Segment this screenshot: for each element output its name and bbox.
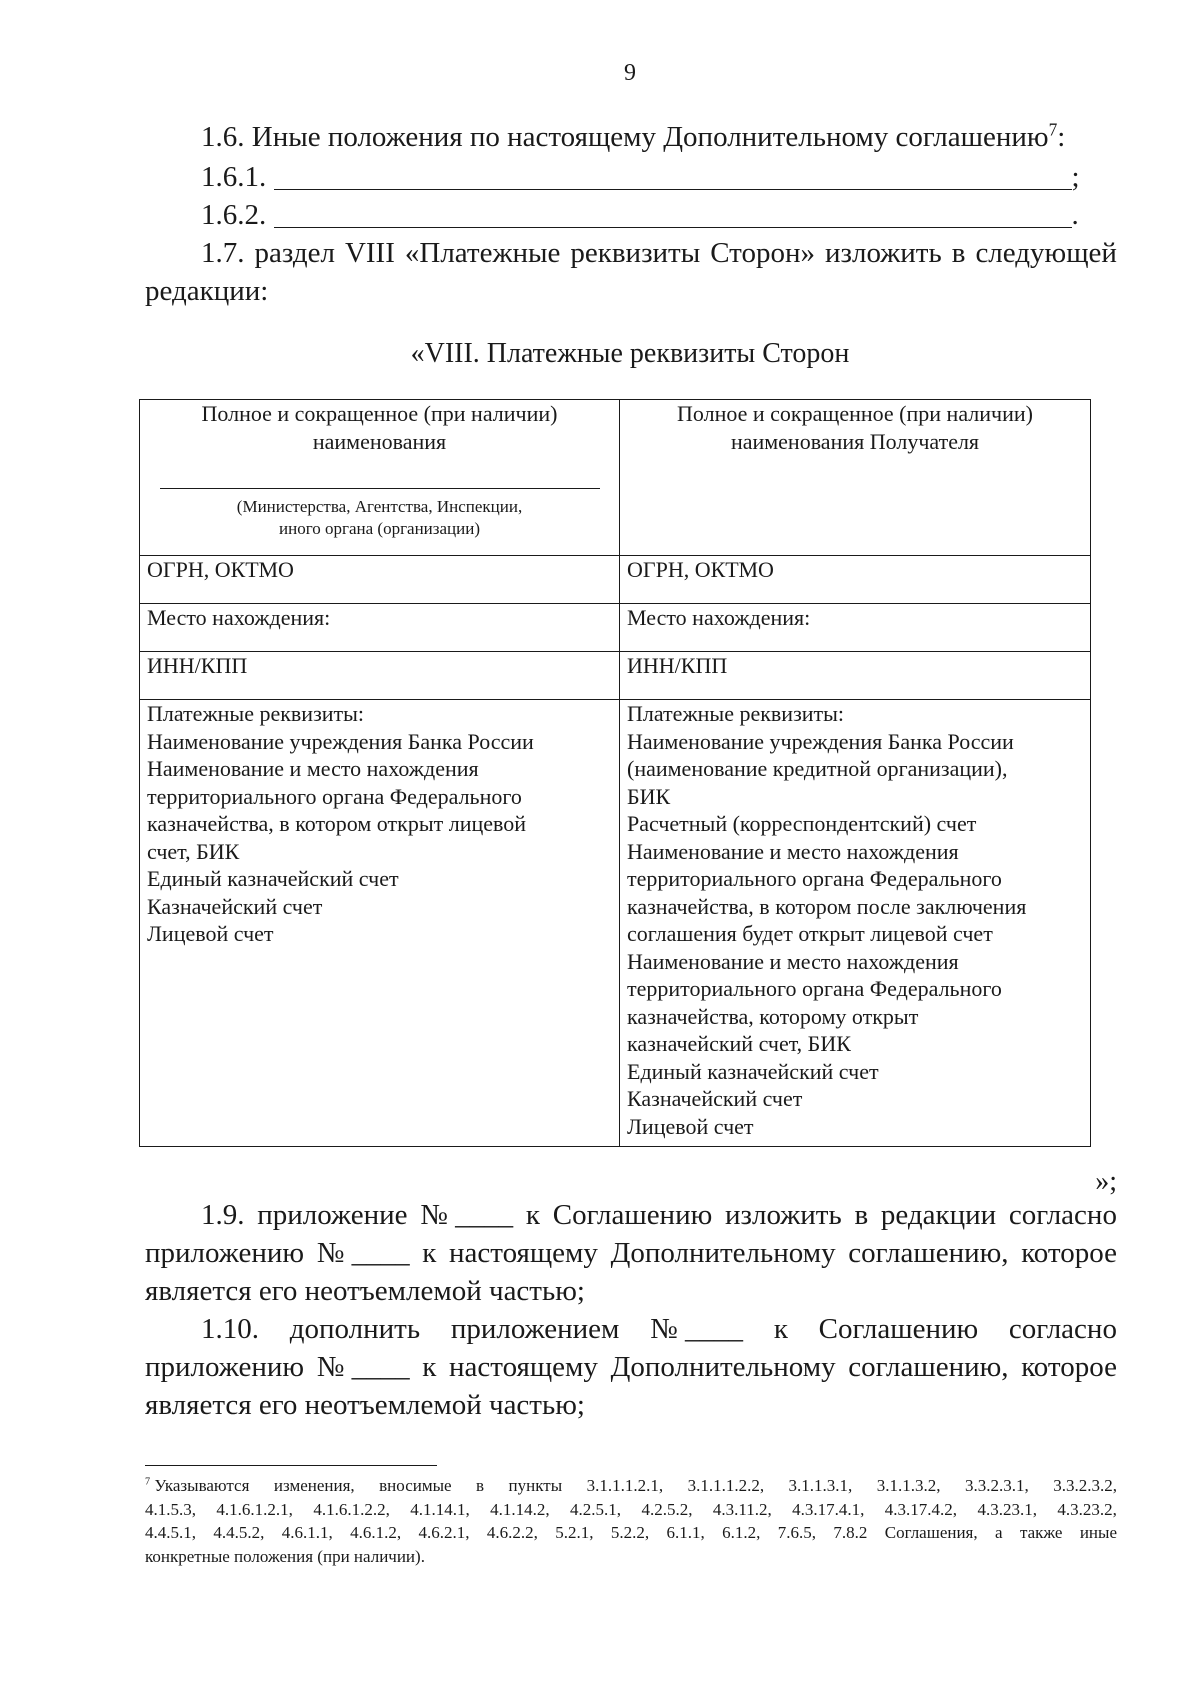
word: Дополнительному [610, 1237, 836, 1269]
word: 4.1.6.1.2.1, [216, 1499, 293, 1519]
table-row [140, 556, 1091, 604]
left-header-cell [140, 400, 620, 556]
word: Сторон» [710, 237, 815, 269]
word: 1.9. [201, 1199, 245, 1231]
word: которое [1021, 1237, 1117, 1269]
word: 4.3.23.2, [1057, 1499, 1117, 1519]
word: 4.6.2.2, [486, 1523, 538, 1542]
word: Указываются [154, 1476, 250, 1495]
header-caption: иного органа (организации) [279, 519, 480, 538]
table-row [140, 604, 1091, 652]
word: изменения, [273, 1476, 355, 1495]
detail-line: Платежные реквизиты: [147, 701, 365, 726]
table-cell: ИНН/КПП [620, 652, 1091, 700]
detail-line: Единый казначейский счет [627, 1058, 879, 1084]
word: № ____ [316, 1351, 410, 1383]
table-cell: ОГРН, ОКТМО [140, 556, 620, 604]
word: 5.2.2, [610, 1523, 650, 1542]
word: 4.3.17.4.1, [792, 1499, 865, 1519]
paragraph-1-7-line1 [201, 234, 1117, 272]
detail-line: Расчетный (корреспондентский) счет [627, 811, 977, 836]
word: 4.6.1.1, [281, 1523, 333, 1542]
paragraph-1-6-tail: : [1057, 121, 1066, 153]
detail-line: Наименование и место нахождения [627, 838, 959, 864]
word: 3.3.2.3.1, [964, 1476, 1029, 1495]
word: 4.1.6.1.2.2, [313, 1499, 390, 1519]
detail-line: Наименование учреждения Банка России [147, 728, 534, 754]
word: а [995, 1523, 1003, 1542]
item-1-6-2-end: . [1071, 199, 1079, 231]
header-line: Полное и сокращенное (при наличии) [677, 401, 1033, 426]
word: № ____ [420, 1199, 514, 1231]
word: Соглашению [818, 1313, 979, 1345]
word: 7.6.5, [777, 1523, 816, 1542]
word: 4.1.5.3, [145, 1499, 196, 1519]
header-line: наименования Получателя [730, 428, 980, 454]
detail-line: территориального органа Федерального [627, 976, 1002, 1001]
paragraph-1-6-1 [201, 158, 1080, 196]
detail-line: Наименование и место нахождения [147, 756, 479, 781]
footnote-marker: 7 [145, 1476, 151, 1488]
word: 4.4.5.1, [145, 1523, 196, 1542]
word: 4.6.2.1, [418, 1523, 470, 1542]
word: 4.4.5.2, [213, 1523, 265, 1542]
detail-line: казначейский счет, БИК [627, 1031, 851, 1056]
word: которое [1021, 1351, 1117, 1383]
word: № ____ [650, 1313, 744, 1345]
word: 3.1.1.3.1, [788, 1476, 853, 1495]
section-title: «VIII. Платежные реквизиты Сторон [410, 338, 850, 369]
word: 6.1.2, [722, 1523, 761, 1542]
word: 7.8.2 [833, 1523, 868, 1542]
word: следующей [975, 237, 1117, 269]
word: согласно [1008, 1199, 1117, 1231]
word: изложить [725, 1199, 842, 1231]
word: 3.1.1.1.2.1, [586, 1476, 664, 1495]
detail-line: Казначейский счет [627, 1086, 803, 1111]
word: также [1019, 1523, 1063, 1542]
word: вносимые [379, 1476, 452, 1495]
word: 4.2.5.1, [570, 1499, 622, 1519]
word: Дополнительному [610, 1351, 836, 1383]
word: 1.7. [201, 237, 245, 269]
paragraph-1-6 [201, 118, 1065, 156]
word: Соглашению [552, 1199, 713, 1231]
table-row [140, 700, 1091, 1147]
word: приложению [145, 1351, 305, 1383]
detail-line: Единый казначейский счет [147, 866, 399, 891]
item-1-6-2-label: 1.6.2. [201, 199, 267, 231]
detail-line: территориального органа Федерального [147, 783, 522, 809]
word: пункты [508, 1476, 563, 1495]
word: VIII [344, 237, 395, 269]
paragraph-1-9-line2 [145, 1234, 1117, 1272]
detail-line: Наименование и место нахождения [627, 948, 959, 974]
footnote-line [145, 1498, 1117, 1522]
word: в [951, 237, 966, 269]
word: приложению [145, 1237, 305, 1269]
word: настоящему [449, 1351, 598, 1383]
right-header-cell [620, 400, 1091, 556]
detail-line: Наименование учреждения Банка России [627, 728, 1014, 754]
detail-line: соглашения будет открыт лицевой счет [627, 921, 993, 946]
word: иные [1079, 1523, 1117, 1542]
word: к [422, 1351, 437, 1383]
word: 3.3.2.3.2, [1053, 1476, 1117, 1495]
name-fill-line [160, 488, 600, 489]
table-cell: Место нахождения: [140, 604, 620, 652]
word: изложить [825, 237, 942, 269]
footnote-line: конкретные положения (при наличии). [145, 1546, 425, 1566]
word: «Платежные [404, 237, 561, 269]
paragraph-1-7-line2: редакции: [145, 275, 269, 307]
paragraph-1-10-line1 [201, 1310, 1117, 1348]
paragraph-1-10-line3: является его неотъемлемой частью; [145, 1389, 585, 1421]
word: 4.1.14.2, [490, 1499, 550, 1519]
word: в [476, 1476, 485, 1495]
word: реквизиты [570, 237, 701, 269]
detail-line: казначейства, в котором открыт лицевой [147, 811, 527, 836]
word: к [773, 1313, 788, 1345]
header-line: наименования [312, 428, 447, 454]
word: настоящему [449, 1237, 598, 1269]
word: 4.3.11.2, [712, 1499, 772, 1519]
word: 5.2.1, [555, 1523, 594, 1542]
table-row [140, 652, 1091, 700]
word: 4.1.14.1, [410, 1499, 470, 1519]
fill-in-line [274, 227, 1072, 228]
word: приложение [257, 1199, 408, 1231]
detail-line: БИК [627, 783, 671, 809]
payment-details-table [139, 399, 1091, 1147]
word: 4.2.5.2, [641, 1499, 693, 1519]
footnote-ref: 7 [1048, 119, 1058, 140]
word: 3.1.1.1.2.2, [687, 1476, 765, 1495]
word: редакции [880, 1199, 997, 1231]
left-details-cell [140, 700, 620, 1147]
word: согласно [1008, 1313, 1117, 1345]
footnote-line [145, 1521, 1117, 1545]
detail-line: счет, БИК [147, 838, 240, 864]
closing-quote: »; [1095, 1166, 1117, 1197]
word: 4.3.17.4.2, [884, 1499, 958, 1519]
table-cell: ИНН/КПП [140, 652, 620, 700]
word: дополнить [289, 1313, 421, 1345]
word: к [525, 1199, 540, 1231]
word: 6.1.1, [666, 1523, 705, 1542]
header-caption: (Министерства, Агентства, Инспекции, [236, 497, 523, 516]
word: 4.3.23.1, [977, 1499, 1037, 1519]
word: 4.6.1.2, [350, 1523, 402, 1542]
paragraph-1-10-line2 [145, 1348, 1117, 1386]
detail-line: Лицевой счет [627, 1113, 754, 1139]
header-line: Полное и сокращенное (при наличии) [201, 401, 558, 426]
footnote-line [145, 1474, 1117, 1498]
detail-line: территориального органа Федерального [627, 866, 1002, 891]
paragraph-1-9-line3: является его неотъемлемой частью; [145, 1275, 585, 1307]
footnote-separator [145, 1465, 437, 1466]
word: к [422, 1237, 437, 1269]
footnote [145, 1474, 1117, 1568]
word: приложением [450, 1313, 620, 1345]
word: Соглашения, [884, 1523, 978, 1542]
detail-line: Лицевой счет [147, 921, 274, 946]
word: соглашению, [848, 1237, 1009, 1269]
word: в [854, 1199, 869, 1231]
detail-line: Казначейский счет [147, 893, 323, 919]
item-1-6-1-label: 1.6.1. [201, 161, 267, 193]
detail-line: казначейства, в котором после заключения [627, 893, 1027, 919]
table-cell: Место нахождения: [620, 604, 1091, 652]
page-number: 9 [624, 60, 636, 86]
table-cell: ОГРН, ОКТМО [620, 556, 1091, 604]
word: соглашению, [848, 1351, 1009, 1383]
word: № ____ [316, 1237, 410, 1269]
table-row [140, 400, 1091, 556]
paragraph-1-9-line1 [201, 1196, 1117, 1234]
right-details-cell [620, 700, 1091, 1147]
paragraph-1-6-text: 1.6. Иные положения по настоящему Дополнительному соглашению [201, 121, 1049, 153]
word: раздел [254, 237, 335, 269]
item-1-6-1-end: ; [1071, 161, 1080, 193]
detail-line: (наименование кредитной организации), [627, 756, 1008, 781]
paragraph-1-6-2 [201, 196, 1079, 234]
word: 3.1.1.3.2, [876, 1476, 941, 1495]
detail-line: казначейства, которому открыт [627, 1003, 919, 1029]
detail-line: Платежные реквизиты: [627, 701, 845, 726]
word: 1.10. [201, 1313, 259, 1345]
fill-in-line [274, 189, 1072, 190]
